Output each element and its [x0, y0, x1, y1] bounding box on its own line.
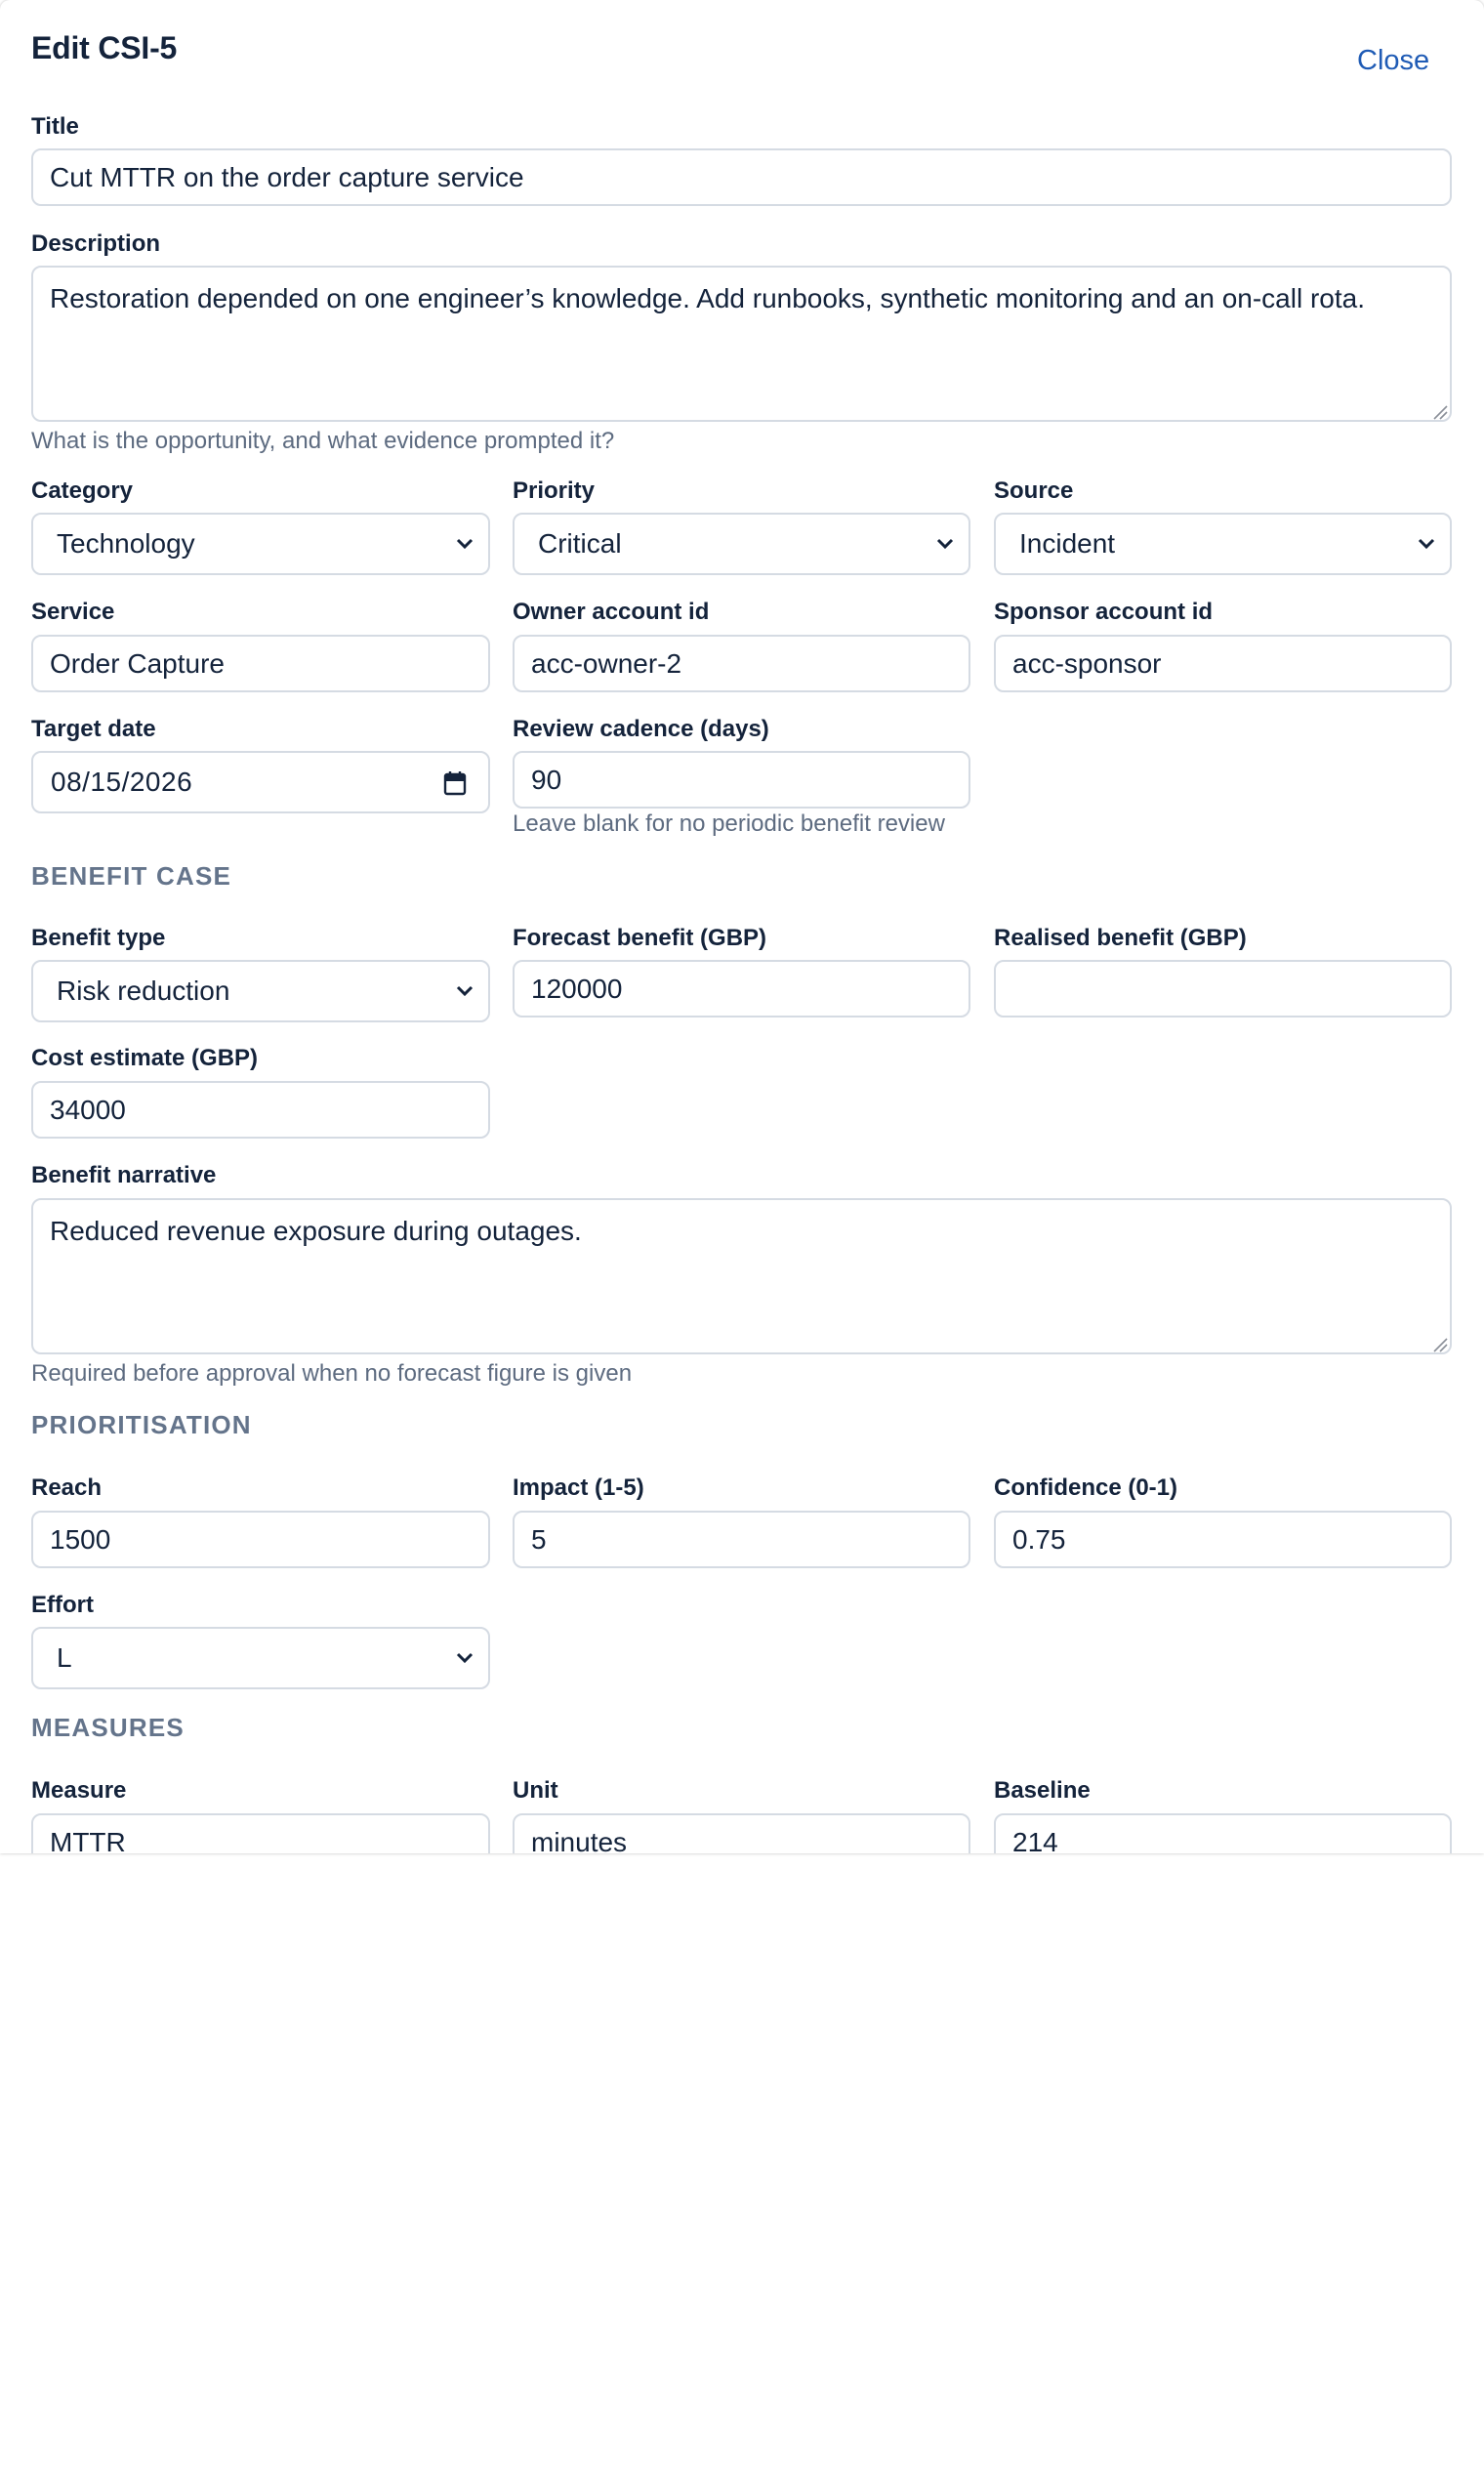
chevron-down-icon	[455, 536, 474, 552]
baseline-input[interactable]	[994, 1813, 1452, 1853]
realised-benefit-input[interactable]	[994, 960, 1452, 1018]
measures-heading: MEASURES	[31, 1713, 185, 1742]
forecast-benefit-input[interactable]	[513, 960, 970, 1018]
effort-select[interactable]	[31, 1627, 490, 1689]
benefit-narrative-label: Benefit narrative	[31, 1162, 217, 1188]
owner-label: Owner account id	[513, 599, 710, 625]
sponsor-label: Sponsor account id	[994, 599, 1214, 625]
title-label: Title	[31, 113, 79, 140]
description-textarea[interactable]	[31, 266, 1452, 422]
prioritisation-heading: PRIORITISATION	[31, 1410, 252, 1439]
effort-value: L	[57, 1642, 72, 1673]
sponsor-input[interactable]	[994, 635, 1452, 692]
category-label: Category	[31, 478, 134, 504]
review-cadence-label: Review cadence (days)	[513, 716, 769, 742]
cost-estimate-label: Cost estimate (GBP)	[31, 1045, 259, 1071]
source-select[interactable]	[994, 513, 1452, 575]
effort-label: Effort	[31, 1592, 94, 1618]
impact-input[interactable]	[513, 1511, 970, 1568]
realised-benefit-label: Realised benefit (GBP)	[994, 925, 1247, 951]
benefit-type-value: Risk reduction	[57, 976, 230, 1006]
owner-input[interactable]	[513, 635, 970, 692]
priority-label: Priority	[513, 478, 596, 504]
reach-input[interactable]	[31, 1511, 490, 1568]
resize-handle-icon[interactable]	[1432, 404, 1448, 420]
description-label: Description	[31, 230, 161, 257]
confidence-label: Confidence (0-1)	[994, 1474, 1178, 1501]
measure-input[interactable]	[31, 1813, 490, 1853]
source-value: Incident	[1019, 528, 1116, 559]
forecast-benefit-label: Forecast benefit (GBP)	[513, 925, 767, 951]
service-label: Service	[31, 599, 115, 625]
category-value: Technology	[57, 528, 195, 559]
target-date-value: 08/15/2026	[51, 767, 193, 797]
calendar-icon[interactable]	[443, 770, 467, 796]
target-date-input[interactable]	[31, 751, 490, 813]
benefit-case-heading: BENEFIT CASE	[31, 861, 232, 891]
chevron-down-icon	[455, 1650, 474, 1666]
service-input[interactable]	[31, 635, 490, 692]
benefit-narrative-textarea[interactable]	[31, 1198, 1452, 1354]
benefit-type-select[interactable]	[31, 960, 490, 1022]
resize-handle-icon[interactable]	[1432, 1337, 1448, 1352]
source-label: Source	[994, 478, 1074, 504]
priority-select[interactable]	[513, 513, 970, 575]
description-hint: What is the opportunity, and what evidence prompted it?	[31, 428, 615, 454]
reach-label: Reach	[31, 1474, 103, 1501]
review-cadence-input[interactable]	[513, 751, 970, 809]
benefit-narrative-hint: Required before approval when no forecast figure is given	[31, 1360, 633, 1387]
impact-label: Impact (1-5)	[513, 1474, 644, 1501]
title-input[interactable]	[31, 148, 1452, 206]
measure-label: Measure	[31, 1777, 127, 1804]
confidence-input[interactable]	[994, 1511, 1452, 1568]
unit-label: Unit	[513, 1777, 558, 1804]
dialog-title: Edit CSI-5	[31, 30, 178, 65]
close-button[interactable]: Close	[1357, 45, 1430, 76]
chevron-down-icon	[1417, 536, 1436, 552]
unit-input[interactable]	[513, 1813, 970, 1853]
target-date-label: Target date	[31, 716, 156, 742]
chevron-down-icon	[455, 983, 474, 999]
benefit-type-label: Benefit type	[31, 925, 166, 951]
baseline-label: Baseline	[994, 1777, 1091, 1804]
category-select[interactable]	[31, 513, 490, 575]
cost-estimate-input[interactable]	[31, 1081, 490, 1139]
review-cadence-hint: Leave blank for no periodic benefit review	[513, 810, 945, 837]
priority-value: Critical	[538, 528, 622, 559]
chevron-down-icon	[935, 536, 955, 552]
